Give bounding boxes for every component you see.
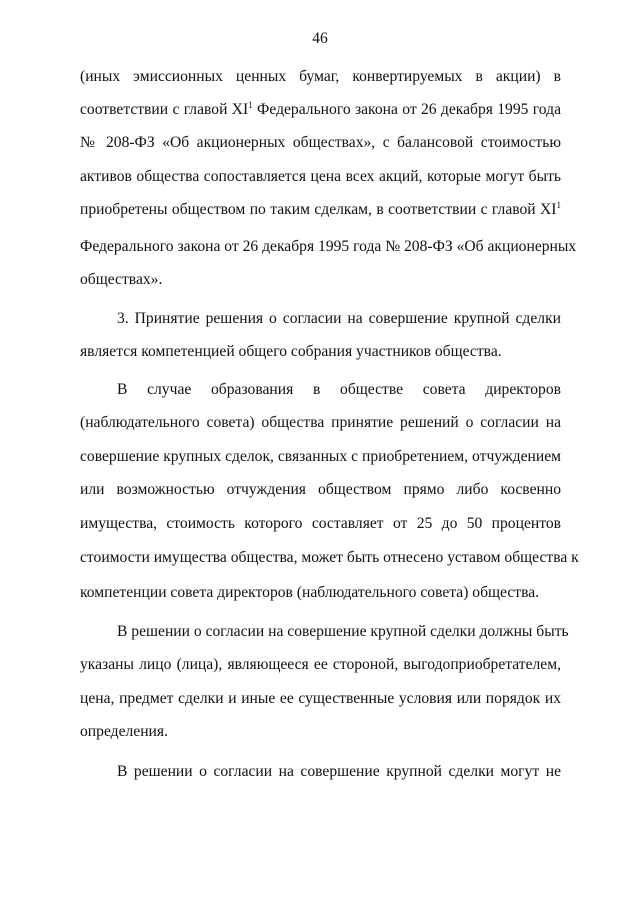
text-line: № 208-ФЗ «Об акционерных обществах», с балансовой стоимостью [80, 134, 561, 151]
text-line: Федерального закона от 26 декабря 1995 года № 208-ФЗ «Об акционерных [80, 238, 577, 255]
text-line: В решении о согласии на совершение крупной сделки могут не [117, 763, 561, 780]
text-line: имущества, стоимость которого составляет от 25 до 50 процентов [80, 515, 561, 532]
text-line: совершение крупных сделок, связанных с приобретением, отчуждением [80, 448, 561, 465]
text-line: соответствии с главой $XI^1$ Федерального закона от 26 декабря 1995 года [80, 100, 561, 118]
text-line: (иных эмиссионных ценных бумаг, конвертируемых в акции) в [80, 68, 561, 85]
text-line: стоимости имущества общества, может быть отнесено уставом общества к [80, 549, 579, 566]
superscript: 1 [556, 200, 561, 210]
text-line: компетенции совета директоров (наблюдательного совета) общества. [80, 584, 540, 601]
text-line: определения. [80, 723, 168, 740]
text-line: цена, предмет сделки и иные ее существенные условия или порядок их [80, 690, 561, 707]
text-line: является компетенцией общего собрания участников общества. [80, 343, 502, 360]
superscript: 1 [248, 100, 253, 110]
text-line: обществах». [80, 271, 163, 288]
text-line: или возможностью отчуждения обществом прямо либо косвенно [80, 481, 561, 498]
text-line: (наблюдательного совета) общества принятие решений о согласии на [80, 414, 561, 431]
text-line: указаны лицо (лица), являющееся ее стороной, выгодоприобретателем, [80, 656, 561, 673]
text-line: активов общества сопоставляется цена всех акций, которые могут быть [80, 168, 561, 185]
page-number: 46 [312, 30, 328, 47]
text-line: приобретены обществом по таким сделкам, в соответствии с главой $XI^1$ [80, 200, 561, 218]
text-line: 3. Принятие решения о согласии на совершение крупной сделки [117, 310, 561, 327]
text-line: В случае образования в обществе совета директоров [117, 381, 561, 398]
text-line: В решении о согласии на совершение крупной сделки должны быть [117, 623, 569, 640]
